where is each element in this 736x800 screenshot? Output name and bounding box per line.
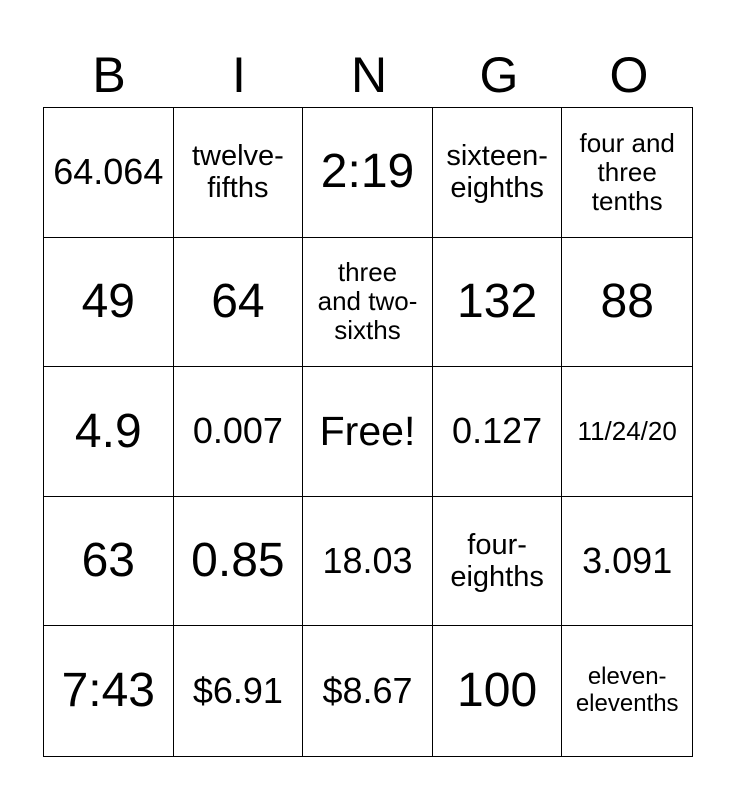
bingo-cell-r5-c5[interactable]: eleven- elevenths	[575, 663, 679, 718]
bingo-cell-r1-c4[interactable]: sixteen- eighths	[433, 108, 563, 238]
bingo-cell-r3-c3-free-space[interactable]: Free!	[303, 367, 433, 497]
bingo-cell-r2-c2[interactable]: 64	[174, 238, 304, 368]
header-letter-o: O	[609, 47, 649, 103]
bingo-cell-r4-c5[interactable]: 3.091	[562, 497, 692, 627]
header-letter-i: I	[232, 47, 246, 103]
bingo-cell-r5-c1[interactable]: 7:43	[44, 626, 174, 756]
bingo-cell-r1-c2[interactable]: twelve- fifths	[174, 108, 304, 238]
bingo-cell-r1-c5[interactable]: four and three tenths	[562, 108, 692, 238]
bingo-cell-r5-c3[interactable]: $8.67	[303, 626, 433, 756]
bingo-cell-r2-c5[interactable]: 88	[562, 238, 692, 368]
bingo-cell-r2-c3[interactable]: three and two- sixths	[303, 238, 433, 368]
bingo-cell-r5-c2[interactable]: $6.91	[174, 626, 304, 756]
bingo-cell-r3-c5[interactable]: 11/24/20	[562, 367, 692, 497]
bingo-cell-r2-c1[interactable]: 49	[44, 238, 174, 368]
bingo-board	[43, 107, 693, 757]
bingo-cell-r5-c4[interactable]: 100	[433, 626, 563, 756]
bingo-cell-r1-c1[interactable]: 64.064	[44, 108, 174, 238]
bingo-cell-r4-c1[interactable]: 63	[44, 497, 174, 627]
header-letter-n: N	[350, 47, 388, 103]
bingo-cell-r4-c4[interactable]: four- eighths	[433, 497, 563, 627]
bingo-cell-r2-c4[interactable]: 132	[433, 238, 563, 368]
bingo-cell-r3-c1[interactable]: 4.9	[44, 367, 174, 497]
header-letter-g: G	[479, 47, 519, 103]
bingo-cell-r4-c3[interactable]: 18.03	[303, 497, 433, 627]
bingo-header	[44, 42, 694, 108]
bingo-cell-r1-c3[interactable]: 2:19	[303, 108, 433, 238]
bingo-cell-r4-c2[interactable]: 0.85	[174, 497, 304, 627]
bingo-cell-r3-c2[interactable]: 0.007	[174, 367, 304, 497]
bingo-cell-r3-c4[interactable]: 0.127	[433, 367, 563, 497]
header-letter-b: B	[92, 47, 126, 103]
